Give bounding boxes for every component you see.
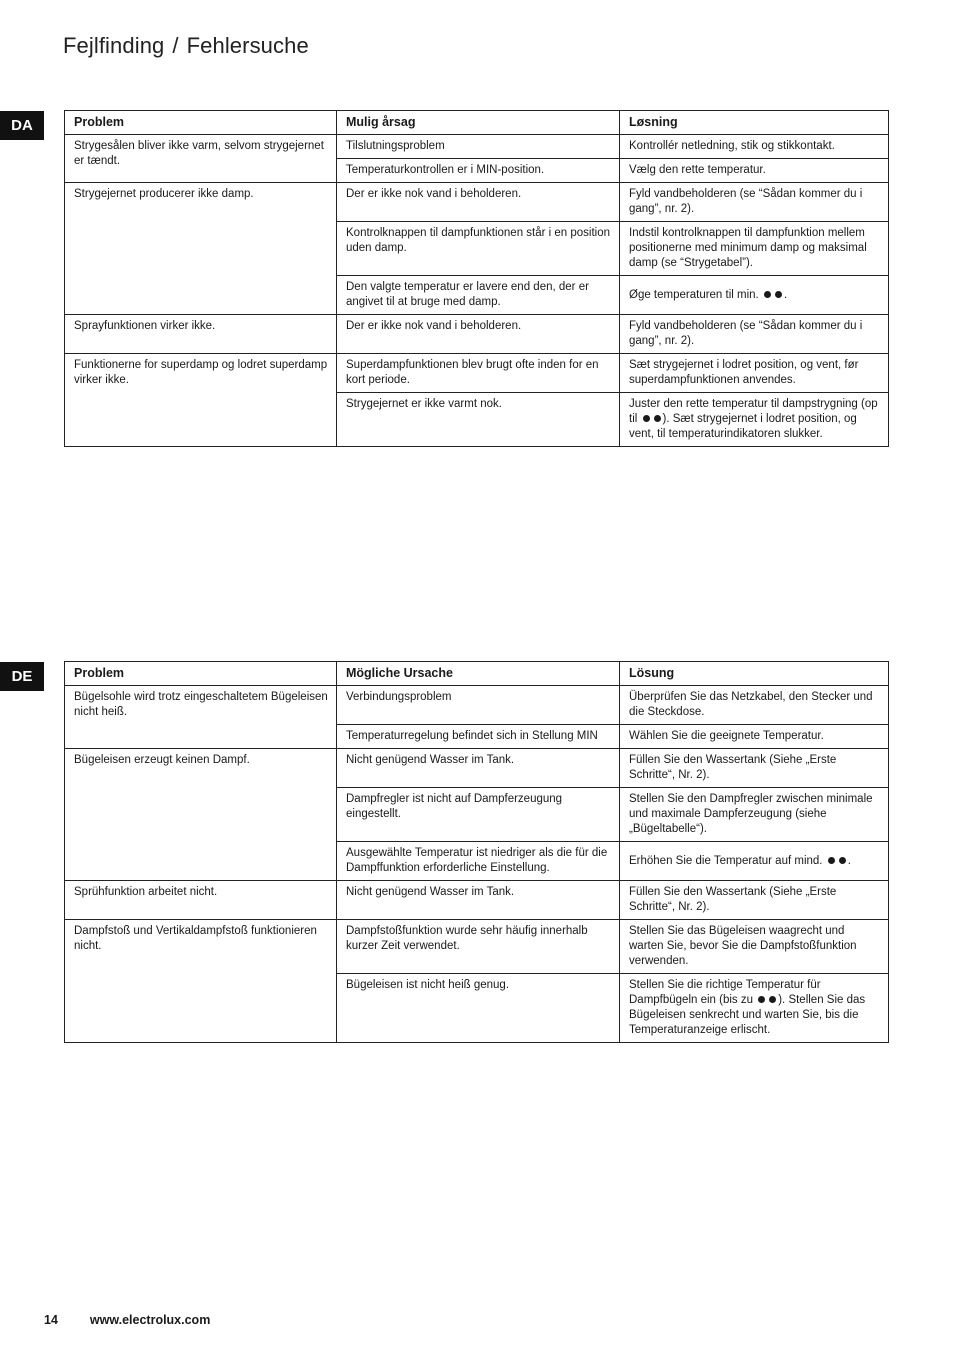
- cause-cell: Temperaturkontrollen er i MIN-position.: [337, 159, 620, 183]
- title-separator: /: [172, 33, 179, 58]
- cause-cell: Der er ikke nok vand i beholderen.: [337, 315, 620, 354]
- solution-cell: Stellen Sie das Bügeleisen waagrecht und warten Sie, bevor Sie die Dampfstoßfunktion verwenden.: [620, 920, 889, 974]
- temperature-dot-icon: [643, 415, 650, 422]
- page-title-da: Fejlfinding: [63, 33, 165, 58]
- solution-text-end: ). Stellen Sie das Bügeleisen senkrecht und warten Sie, bis die Temperaturanzeige erlischt.: [629, 994, 866, 1036]
- solution-text-end: ). Sæt strygejernet i lodret position, og vent, til temperaturindikatoren slukker.: [629, 413, 857, 440]
- table-row: [65, 354, 889, 393]
- solution-text: Stellen Sie die richtige Temperatur für Dampfbügeln ein (bis zu: [629, 979, 821, 1006]
- cause-cell: Der er ikke nok vand i beholderen.: [337, 183, 620, 222]
- solution-cell: Füllen Sie den Wassertank (Siehe „Erste Schritte“, Nr. 2).: [620, 881, 889, 920]
- table-row: [65, 749, 889, 788]
- problem-cell: Dampfstoß und Vertikaldampfstoß funktionieren nicht.: [65, 920, 337, 1043]
- solution-cell: [620, 276, 889, 315]
- temperature-dot-icon: [764, 291, 771, 298]
- table-row: [65, 881, 889, 920]
- cause-cell: Bügeleisen ist nicht heiß genug.: [337, 974, 620, 1043]
- table-header-row: [65, 662, 889, 686]
- solution-text: Øge temperaturen til min.: [629, 288, 759, 301]
- solution-text: Erhöhen Sie die Temperatur auf mind.: [629, 854, 823, 867]
- cause-cell: Ausgewählte Temperatur ist niedriger als die für die Dampffunktion erforderliche Einstellung.: [337, 842, 620, 881]
- column-header-cause: Mögliche Ursache: [337, 662, 620, 686]
- solution-cell: Indstil kontrolknappen til dampfunktion mellem positionerne med minimum damp og maksimal damp (se “Strygetabel”).: [620, 222, 889, 276]
- solution-cell: Vælg den rette temperatur.: [620, 159, 889, 183]
- problem-cell: Strygesålen bliver ikke varm, selvom strygejernet er tændt.: [65, 135, 337, 183]
- column-header-problem: Problem: [65, 662, 337, 686]
- cause-cell: Kontrolknappen til dampfunktionen står i en position uden damp.: [337, 222, 620, 276]
- cause-cell: Den valgte temperatur er lavere end den, der er angivet til at bruge med damp.: [337, 276, 620, 315]
- table-row: [65, 920, 889, 974]
- cause-cell: Superdampfunktionen blev brugt ofte inden for en kort periode.: [337, 354, 620, 393]
- language-tab-da: DA: [0, 111, 44, 140]
- cause-cell: Verbindungsproblem: [337, 686, 620, 725]
- problem-cell: Funktionerne for superdamp og lodret superdamp virker ikke.: [65, 354, 337, 447]
- solution-cell: Sæt strygejernet i lodret position, og vent, før superdampfunktionen anvendes.: [620, 354, 889, 393]
- temperature-dot-icon: [775, 291, 782, 298]
- solution-cell: Wählen Sie die geeignete Temperatur.: [620, 725, 889, 749]
- solution-cell: Füllen Sie den Wassertank (Siehe „Erste Schritte“, Nr. 2).: [620, 749, 889, 788]
- table-row: [65, 315, 889, 354]
- table-row: [65, 135, 889, 159]
- column-header-solution: Lösung: [620, 662, 889, 686]
- column-header-solution: Løsning: [620, 111, 889, 135]
- solution-cell: [620, 974, 889, 1043]
- temperature-dot-icon: [758, 996, 765, 1003]
- language-tab-de: DE: [0, 662, 44, 691]
- cause-cell: Strygejernet er ikke varmt nok.: [337, 393, 620, 447]
- solution-cell: Fyld vandbeholderen (se “Sådan kommer du i gang”, nr. 2).: [620, 315, 889, 354]
- problem-cell: Bügeleisen erzeugt keinen Dampf.: [65, 749, 337, 881]
- problem-cell: Sprayfunktionen virker ikke.: [65, 315, 337, 354]
- column-header-cause: Mulig årsag: [337, 111, 620, 135]
- solution-cell: Überprüfen Sie das Netzkabel, den Stecker und die Steckdose.: [620, 686, 889, 725]
- website-link[interactable]: www.electrolux.com: [89, 1313, 211, 1327]
- solution-cell: [620, 842, 889, 881]
- troubleshooting-table-de: [64, 661, 889, 1043]
- cause-cell: Nicht genügend Wasser im Tank.: [337, 881, 620, 920]
- column-header-problem: Problem: [65, 111, 337, 135]
- table-header-row: [65, 111, 889, 135]
- page-title-de: Fehlersuche: [186, 33, 309, 58]
- problem-cell: Sprühfunktion arbeitet nicht.: [65, 881, 337, 920]
- solution-cell: Kontrollér netledning, stik og stikkontakt.: [620, 135, 889, 159]
- cause-cell: Dampfstoßfunktion wurde sehr häufig innerhalb kurzer Zeit verwendet.: [337, 920, 620, 974]
- page-number: 14: [44, 1313, 58, 1327]
- cause-cell: Dampfregler ist nicht auf Dampferzeugung eingestellt.: [337, 788, 620, 842]
- solution-cell: Fyld vandbeholderen (se “Sådan kommer du i gang”, nr. 2).: [620, 183, 889, 222]
- cause-cell: Temperaturregelung befindet sich in Stellung MIN: [337, 725, 620, 749]
- solution-text: Juster den rette temperatur til dampstrygning (op til: [629, 398, 878, 425]
- table-row: [65, 183, 889, 222]
- cause-cell: Nicht genügend Wasser im Tank.: [337, 749, 620, 788]
- temperature-dot-icon: [828, 857, 835, 864]
- problem-cell: Strygejernet producerer ikke damp.: [65, 183, 337, 315]
- temperature-dot-icon: [769, 996, 776, 1003]
- solution-text-end: .: [783, 288, 788, 301]
- table-row: [65, 686, 889, 725]
- solution-cell: [620, 393, 889, 447]
- temperature-dot-icon: [839, 857, 846, 864]
- page-footer: [44, 1313, 210, 1327]
- temperature-dot-icon: [654, 415, 661, 422]
- page-title: [63, 33, 309, 59]
- problem-cell: Bügelsohle wird trotz eingeschaltetem Bügeleisen nicht heiß.: [65, 686, 337, 749]
- solution-text-end: .: [847, 854, 851, 867]
- cause-cell: Tilslutningsproblem: [337, 135, 620, 159]
- solution-cell: Stellen Sie den Dampfregler zwischen minimale und maximale Dampferzeugung (siehe „Bügeltabelle“).: [620, 788, 889, 842]
- troubleshooting-table-da: [64, 110, 889, 447]
